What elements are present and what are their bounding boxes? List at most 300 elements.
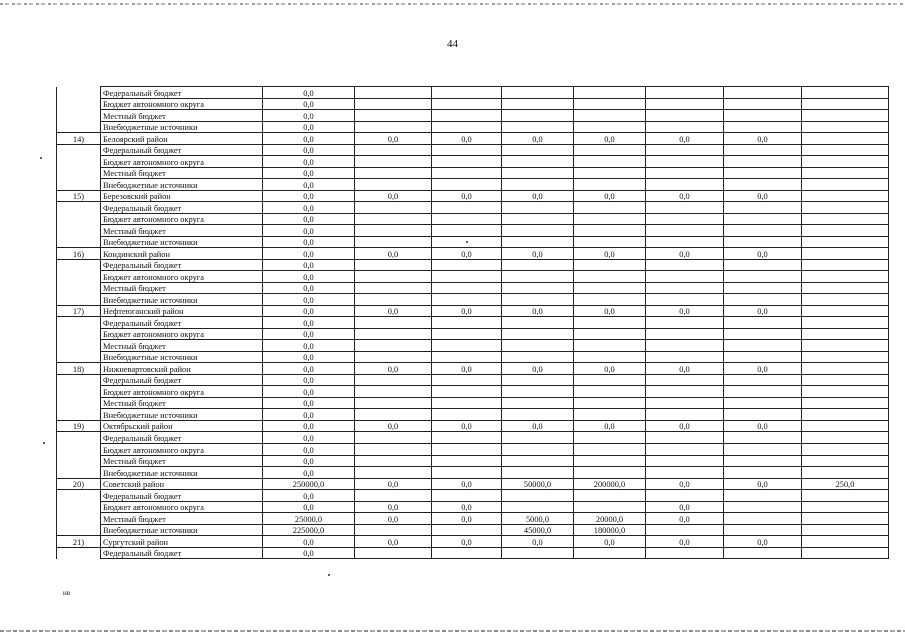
value-cell	[502, 490, 574, 502]
row-name-cell: Бюджет автономного округа	[101, 443, 263, 455]
row-number-cell	[57, 409, 101, 421]
value-cell: 0,0	[574, 305, 646, 317]
table-row-source	[57, 397, 889, 409]
value-cell: 0,0	[263, 386, 355, 398]
row-number-cell	[57, 202, 101, 214]
value-cell	[646, 236, 724, 248]
value-cell	[724, 121, 802, 133]
value-cell: 0,0	[724, 536, 802, 548]
value-cell	[724, 156, 802, 168]
value-cell: 20000,0	[574, 513, 646, 525]
value-cell	[646, 317, 724, 329]
value-cell	[724, 225, 802, 237]
row-number-cell: 18)	[57, 363, 101, 375]
row-number-cell: 21)	[57, 536, 101, 548]
value-cell: 0,0	[724, 478, 802, 490]
value-cell: 0,0	[646, 363, 724, 375]
table-row-source	[57, 259, 889, 271]
value-cell: 0,0	[646, 478, 724, 490]
value-cell	[802, 98, 889, 110]
value-cell	[432, 374, 502, 386]
table-row-source	[57, 490, 889, 502]
value-cell	[802, 167, 889, 179]
value-cell	[802, 340, 889, 352]
row-name-cell: Местный бюджет	[101, 455, 263, 467]
value-cell	[432, 98, 502, 110]
row-number-cell	[57, 386, 101, 398]
value-cell: 250000,0	[263, 478, 355, 490]
value-cell	[646, 351, 724, 363]
value-cell	[355, 156, 432, 168]
row-name-cell: Федеральный бюджет	[101, 202, 263, 214]
table-row-source	[57, 351, 889, 363]
value-cell	[802, 409, 889, 421]
value-cell	[802, 443, 889, 455]
value-cell: 180000,0	[574, 524, 646, 536]
value-cell: 0,0	[263, 202, 355, 214]
value-cell: 0,0	[502, 190, 574, 202]
value-cell	[724, 513, 802, 525]
table-row-source	[57, 98, 889, 110]
value-cell	[355, 432, 432, 444]
value-cell	[724, 317, 802, 329]
row-name-cell: Бюджет автономного округа	[101, 156, 263, 168]
value-cell	[724, 110, 802, 122]
table-row-district	[57, 248, 889, 260]
value-cell: 0,0	[355, 305, 432, 317]
value-cell: 0,0	[646, 501, 724, 513]
value-cell	[574, 294, 646, 306]
value-cell	[574, 87, 646, 99]
value-cell: 0,0	[263, 179, 355, 191]
row-name-cell: Внебюджетные источники	[101, 524, 263, 536]
value-cell	[502, 259, 574, 271]
value-cell	[724, 282, 802, 294]
value-cell	[574, 156, 646, 168]
value-cell	[355, 374, 432, 386]
value-cell	[724, 202, 802, 214]
row-number-cell	[57, 317, 101, 329]
value-cell	[724, 294, 802, 306]
value-cell	[574, 259, 646, 271]
value-cell	[432, 282, 502, 294]
value-cell	[355, 282, 432, 294]
value-cell: 0,0	[724, 420, 802, 432]
table-row-district	[57, 478, 889, 490]
value-cell: 0,0	[724, 305, 802, 317]
row-number-cell	[57, 213, 101, 225]
value-cell: 0,0	[263, 190, 355, 202]
value-cell	[432, 144, 502, 156]
value-cell: 0,0	[263, 271, 355, 283]
row-name-cell: Местный бюджет	[101, 397, 263, 409]
value-cell	[724, 351, 802, 363]
table-row-source	[57, 432, 889, 444]
row-number-cell	[57, 328, 101, 340]
value-cell	[574, 225, 646, 237]
value-cell	[646, 282, 724, 294]
value-cell	[432, 225, 502, 237]
value-cell	[432, 213, 502, 225]
table-row-source	[57, 213, 889, 225]
value-cell	[574, 213, 646, 225]
row-number-cell	[57, 179, 101, 191]
value-cell	[646, 202, 724, 214]
value-cell	[646, 524, 724, 536]
value-cell: 0,0	[646, 513, 724, 525]
value-cell	[724, 98, 802, 110]
row-number-cell: 20)	[57, 478, 101, 490]
value-cell	[432, 328, 502, 340]
value-cell	[802, 259, 889, 271]
row-name-cell: Федеральный бюджет	[101, 144, 263, 156]
row-name-cell: Федеральный бюджет	[101, 490, 263, 502]
value-cell	[802, 513, 889, 525]
value-cell	[355, 351, 432, 363]
value-cell: 0,0	[355, 420, 432, 432]
value-cell	[646, 271, 724, 283]
value-cell	[432, 409, 502, 421]
value-cell	[724, 397, 802, 409]
row-number-cell	[57, 340, 101, 352]
value-cell: 0,0	[263, 317, 355, 329]
table-row-district	[57, 536, 889, 548]
value-cell	[574, 409, 646, 421]
value-cell	[355, 236, 432, 248]
value-cell	[646, 294, 724, 306]
row-number-cell: 15)	[57, 190, 101, 202]
value-cell	[724, 179, 802, 191]
value-cell	[432, 397, 502, 409]
row-name-cell: Внебюджетные источники	[101, 351, 263, 363]
value-cell	[432, 351, 502, 363]
value-cell	[802, 110, 889, 122]
row-number-cell: 19)	[57, 420, 101, 432]
value-cell	[646, 98, 724, 110]
value-cell: 0,0	[724, 190, 802, 202]
row-number-cell	[57, 513, 101, 525]
row-number-cell: 17)	[57, 305, 101, 317]
value-cell	[724, 144, 802, 156]
value-cell	[802, 351, 889, 363]
row-number-cell	[57, 271, 101, 283]
table-row-source	[57, 443, 889, 455]
value-cell	[355, 386, 432, 398]
row-number-cell	[57, 351, 101, 363]
value-cell: 0,0	[263, 467, 355, 479]
value-cell	[646, 110, 724, 122]
row-number-cell	[57, 236, 101, 248]
table-row-source	[57, 179, 889, 191]
value-cell	[724, 443, 802, 455]
value-cell	[802, 294, 889, 306]
value-cell	[802, 190, 889, 202]
value-cell: 0,0	[355, 501, 432, 513]
row-name-cell: Внебюджетные источники	[101, 467, 263, 479]
value-cell: 0,0	[432, 133, 502, 145]
value-cell	[355, 455, 432, 467]
table-row-district	[57, 363, 889, 375]
value-cell	[802, 536, 889, 548]
value-cell	[724, 490, 802, 502]
value-cell	[574, 144, 646, 156]
value-cell	[574, 121, 646, 133]
table-row-source	[57, 87, 889, 99]
value-cell: 0,0	[355, 190, 432, 202]
value-cell	[724, 409, 802, 421]
value-cell: 0,0	[646, 248, 724, 260]
value-cell	[574, 98, 646, 110]
value-cell	[574, 455, 646, 467]
table-row-source	[57, 340, 889, 352]
value-cell	[646, 397, 724, 409]
value-cell	[646, 467, 724, 479]
value-cell	[355, 121, 432, 133]
table-row-source	[57, 524, 889, 536]
table-row-source	[57, 501, 889, 513]
value-cell	[574, 167, 646, 179]
value-cell: 0,0	[263, 328, 355, 340]
value-cell: 0,0	[355, 133, 432, 145]
value-cell	[355, 490, 432, 502]
value-cell: 0,0	[432, 363, 502, 375]
value-cell: 0,0	[263, 213, 355, 225]
row-name-cell: Федеральный бюджет	[101, 432, 263, 444]
row-number-cell	[57, 259, 101, 271]
table-row-source	[57, 328, 889, 340]
value-cell	[802, 328, 889, 340]
value-cell	[802, 467, 889, 479]
row-number-cell	[57, 121, 101, 133]
value-cell	[574, 501, 646, 513]
value-cell	[802, 271, 889, 283]
value-cell: 0,0	[263, 374, 355, 386]
value-cell	[355, 409, 432, 421]
row-name-cell: Федеральный бюджет	[101, 259, 263, 271]
value-cell	[502, 271, 574, 283]
value-cell	[502, 409, 574, 421]
value-cell: 0,0	[724, 363, 802, 375]
table-row-source	[57, 110, 889, 122]
value-cell	[432, 156, 502, 168]
value-cell	[502, 282, 574, 294]
value-cell	[355, 98, 432, 110]
value-cell	[724, 271, 802, 283]
value-cell: 25000,0	[263, 513, 355, 525]
value-cell: 0,0	[263, 167, 355, 179]
value-cell	[646, 144, 724, 156]
value-cell	[502, 317, 574, 329]
row-number-cell: 14)	[57, 133, 101, 145]
row-number-cell	[57, 98, 101, 110]
table-row-district	[57, 305, 889, 317]
value-cell: 0,0	[574, 248, 646, 260]
table-row-source	[57, 455, 889, 467]
value-cell: 0,0	[574, 133, 646, 145]
value-cell	[355, 443, 432, 455]
value-cell: 0,0	[263, 455, 355, 467]
row-name-cell: Бюджет автономного округа	[101, 98, 263, 110]
value-cell: 0,0	[432, 248, 502, 260]
value-cell	[432, 340, 502, 352]
value-cell: 0,0	[646, 133, 724, 145]
value-cell: 0,0	[263, 501, 355, 513]
value-cell	[646, 443, 724, 455]
value-cell	[502, 294, 574, 306]
value-cell	[724, 167, 802, 179]
value-cell	[502, 144, 574, 156]
row-number-cell	[57, 87, 101, 99]
row-number-cell	[57, 397, 101, 409]
value-cell	[574, 547, 646, 559]
value-cell	[432, 202, 502, 214]
value-cell: 0,0	[263, 443, 355, 455]
value-cell	[802, 282, 889, 294]
row-name-cell: Советский район	[101, 478, 263, 490]
value-cell	[574, 271, 646, 283]
value-cell	[502, 501, 574, 513]
row-name-cell: Местный бюджет	[101, 513, 263, 525]
value-cell	[502, 443, 574, 455]
value-cell: 0,0	[502, 133, 574, 145]
value-cell: 0,0	[574, 420, 646, 432]
value-cell	[646, 121, 724, 133]
table-row-source	[57, 317, 889, 329]
value-cell	[802, 225, 889, 237]
value-cell: 0,0	[263, 236, 355, 248]
value-cell	[502, 225, 574, 237]
value-cell: 50000,0	[502, 478, 574, 490]
value-cell	[724, 524, 802, 536]
value-cell: 0,0	[724, 133, 802, 145]
value-cell	[802, 248, 889, 260]
table-row-source	[57, 282, 889, 294]
value-cell	[502, 467, 574, 479]
row-name-cell: Внебюджетные источники	[101, 409, 263, 421]
value-cell: 0,0	[263, 121, 355, 133]
value-cell	[502, 547, 574, 559]
table-row-source	[57, 202, 889, 214]
value-cell	[574, 467, 646, 479]
row-name-cell: Нефтеюганский район	[101, 305, 263, 317]
row-number-cell	[57, 282, 101, 294]
value-cell	[802, 397, 889, 409]
value-cell: 0,0	[646, 536, 724, 548]
value-cell: 0,0	[263, 397, 355, 409]
value-cell	[646, 490, 724, 502]
scan-speck	[466, 241, 468, 243]
row-number-cell	[57, 490, 101, 502]
value-cell	[502, 202, 574, 214]
row-name-cell: Бюджет автономного округа	[101, 271, 263, 283]
value-cell	[432, 121, 502, 133]
row-number-cell	[57, 443, 101, 455]
row-number-cell	[57, 455, 101, 467]
row-name-cell: Внебюджетные источники	[101, 179, 263, 191]
scan-top-edge	[0, 3, 905, 5]
value-cell	[724, 236, 802, 248]
value-cell	[574, 202, 646, 214]
table-row-source	[57, 156, 889, 168]
table-row-source	[57, 294, 889, 306]
footer-initials: нв	[63, 589, 71, 597]
value-cell: 0,0	[263, 225, 355, 237]
value-cell	[355, 179, 432, 191]
value-cell	[574, 490, 646, 502]
table-row-source	[57, 386, 889, 398]
value-cell	[646, 167, 724, 179]
value-cell	[724, 501, 802, 513]
table-row-source	[57, 467, 889, 479]
value-cell	[502, 328, 574, 340]
value-cell	[802, 121, 889, 133]
value-cell: 0,0	[502, 305, 574, 317]
value-cell	[646, 156, 724, 168]
value-cell	[355, 167, 432, 179]
table-row-source	[57, 271, 889, 283]
value-cell	[574, 443, 646, 455]
row-name-cell: Октябрьский район	[101, 420, 263, 432]
value-cell: 0,0	[646, 190, 724, 202]
value-cell	[724, 328, 802, 340]
value-cell	[355, 202, 432, 214]
value-cell	[802, 420, 889, 432]
value-cell: 0,0	[263, 351, 355, 363]
value-cell	[432, 490, 502, 502]
value-cell	[432, 271, 502, 283]
value-cell	[432, 467, 502, 479]
value-cell: 0,0	[574, 536, 646, 548]
value-cell	[574, 110, 646, 122]
value-cell: 0,0	[432, 190, 502, 202]
value-cell: 0,0	[263, 340, 355, 352]
value-cell: 0,0	[432, 420, 502, 432]
value-cell	[646, 455, 724, 467]
scan-speck	[328, 574, 330, 576]
value-cell	[355, 225, 432, 237]
row-number-cell: 16)	[57, 248, 101, 260]
value-cell	[802, 524, 889, 536]
row-name-cell: Сургутский район	[101, 536, 263, 548]
scan-speck	[43, 442, 45, 444]
value-cell: 0,0	[432, 536, 502, 548]
value-cell	[646, 87, 724, 99]
value-cell	[802, 305, 889, 317]
value-cell: 0,0	[263, 133, 355, 145]
value-cell	[802, 87, 889, 99]
row-name-cell: Нижневартовский район	[101, 363, 263, 375]
table-row-district	[57, 133, 889, 145]
value-cell	[502, 386, 574, 398]
value-cell: 250,0	[802, 478, 889, 490]
value-cell: 0,0	[502, 420, 574, 432]
value-cell	[802, 374, 889, 386]
value-cell	[802, 501, 889, 513]
value-cell	[724, 213, 802, 225]
value-cell: 0,0	[646, 420, 724, 432]
value-cell	[802, 213, 889, 225]
row-name-cell: Березовский район	[101, 190, 263, 202]
row-name-cell: Внебюджетные источники	[101, 294, 263, 306]
value-cell	[802, 144, 889, 156]
value-cell: 0,0	[263, 259, 355, 271]
value-cell	[355, 397, 432, 409]
value-cell: 225000,0	[263, 524, 355, 536]
value-cell: 0,0	[724, 248, 802, 260]
value-cell: 0,0	[263, 432, 355, 444]
table-row-source	[57, 236, 889, 248]
value-cell: 0,0	[263, 490, 355, 502]
